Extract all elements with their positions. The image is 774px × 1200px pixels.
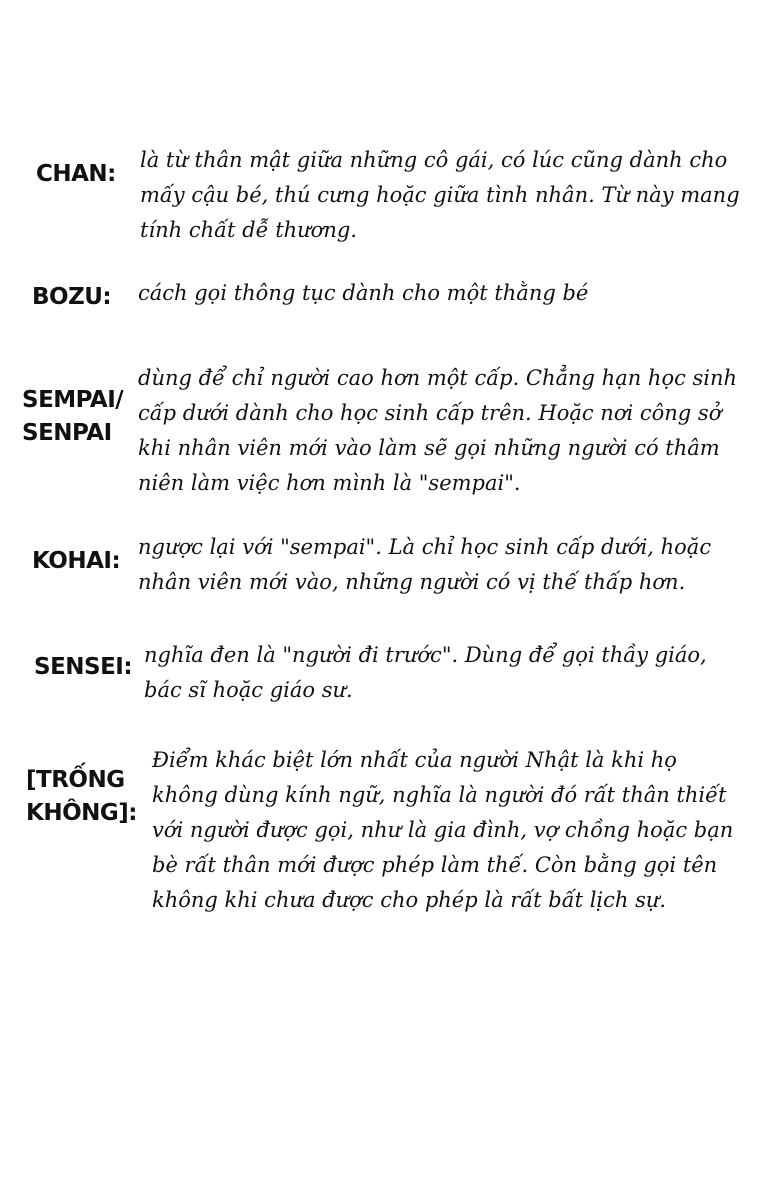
term-line: CHAN: — [36, 161, 116, 187]
term-line: BOZU: — [32, 284, 112, 310]
definition-chan — [140, 143, 740, 248]
term-bozu — [32, 281, 111, 314]
term-line: SENPAI — [22, 420, 112, 446]
term-line: KOHAI: — [32, 548, 121, 574]
definition-line: dùng để chỉ người cao hơn một cấp. Chẳng hạn học sinh — [138, 366, 738, 390]
definition-line: tính chất dễ thương. — [140, 218, 357, 242]
definition-line: bè rất thân mới được phép làm thế. Còn bằng gọi tên — [152, 853, 718, 877]
term-line: SEMPAI/ — [22, 387, 124, 413]
definition-line: niên làm việc hơn mình là "sempai". — [138, 471, 521, 495]
term-line: SENSEI: — [34, 654, 133, 680]
definition-line: nhân viên mới vào, những người có vị thế thấp hơn. — [138, 570, 686, 594]
term-chan — [36, 158, 116, 191]
definition-line: ngược lại với "sempai". Là chỉ học sinh cấp dưới, hoặc — [138, 535, 712, 559]
definition-line: với người được gọi, như là gia đình, vợ chồng hoặc bạn — [152, 818, 734, 842]
definition-kohai — [138, 530, 711, 600]
definition-line: nghĩa đen là "người đi trước". Dùng để gọi thầy giáo, — [144, 643, 707, 667]
definition-sensei — [144, 638, 707, 708]
term-trong-khong — [26, 764, 137, 830]
definition-line: bác sĩ hoặc giáo sư. — [144, 678, 353, 702]
definition-line: khi nhân viên mới vào làm sẽ gọi những người có thâm — [138, 436, 720, 460]
term-sensei — [34, 651, 132, 684]
definition-line: không dùng kính ngữ, nghĩa là người đó rất thân thiết — [152, 783, 727, 807]
definition-line: là từ thân mật giữa những cô gái, có lúc cũng dành cho — [140, 148, 728, 172]
term-sempai — [22, 384, 123, 450]
term-kohai — [32, 545, 120, 578]
definition-line: cấp dưới dành cho học sinh cấp trên. Hoặc nơi công sở — [138, 401, 722, 425]
term-line: [TRỐNG — [26, 767, 125, 793]
definition-line: Điểm khác biệt lớn nhất của người Nhật là khi họ — [152, 748, 677, 772]
term-line: KHÔNG]: — [26, 800, 137, 826]
definition-line: mấy cậu bé, thú cưng hoặc giữa tình nhân. Từ này mang — [140, 183, 740, 207]
definition-line: không khi chưa được cho phép là rất bất lịch sự. — [152, 888, 667, 912]
definition-trong-khong — [152, 743, 733, 918]
definition-sempai — [138, 361, 737, 501]
definition-bozu — [138, 276, 588, 311]
definition-line: cách gọi thông tục dành cho một thằng bé — [138, 281, 589, 305]
